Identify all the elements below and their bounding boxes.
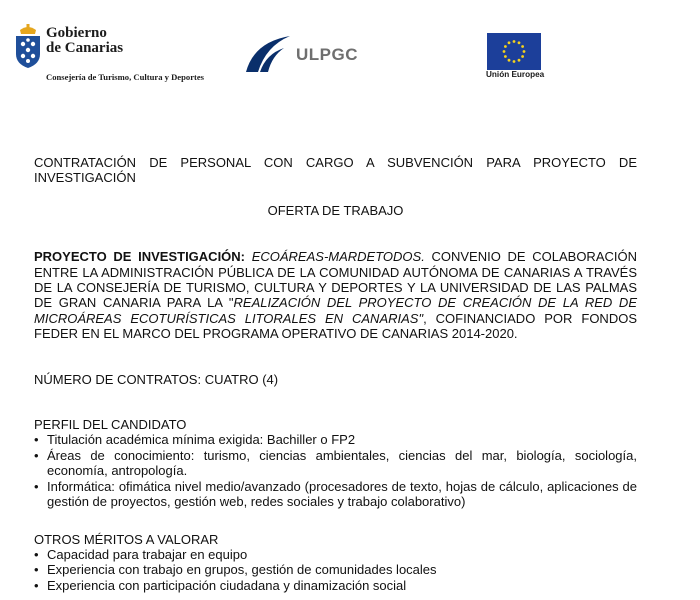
document-heading: CONTRATACIÓN DE PERSONAL CON CARGO A SUBVENCIÓN PARA PROYECTO DE INVESTIGACIÓN [34,155,637,186]
merits-title: OTROS MÉRITOS A VALORAR [34,531,219,547]
project-title: REALIZACIÓN DEL PROYECTO DE CREACIÓN DE LA RED DE MICROÁREAS ECOTURÍSTICAS LITORALES EN CANARIAS" [34,295,637,326]
gobierno-name: Gobierno de Canarias [46,25,124,56]
ulpgc-swoosh-icon [244,34,292,74]
project-text-1: CONVENIO DE COLABORACIÓN ENTRE LA ADMINISTRACIÓN PÚBLICA DE LA COMUNIDAD AUTÓNOMA DE CANARIAS A TRAVÉS DE LA CONSEJERÍA DE TURISMO, CULTURA Y DEPORTES Y LA UNIVERSIDAD DE LAS PALMAS DE GRAN CANARIA PARA LA " [34,249,637,311]
document-body [34,155,637,593]
ulpgc-wordmark: ULPGC [296,45,358,64]
contracts-number: NÚMERO DE CONTRATOS: CUATRO (4) [34,371,279,387]
list-item: • Titulación académica mínima exigida: Bachiller o FP2 [34,432,637,447]
list-item: • Capacidad para trabajar en equipo [34,547,637,562]
list-item: • Áreas de conocimiento: turismo, ciencias ambientales, ciencias del mar, biología, sociología, economía, antropología. [34,448,637,479]
profile-title: PERFIL DEL CANDIDATO [34,417,187,433]
profile-list [34,432,637,509]
project-paragraph [34,249,637,341]
list-item: • Informática: ofimática nivel medio/avanzado (procesadores de texto, hojas de cálculo, aplicaciones de gestión de proyectos, gestión web, redes sociales y trabajo colaborativo) [34,479,637,510]
eu-label: Unión Europea [486,70,545,79]
project-name: ECOÁREAS-MARDETODOS. [251,249,425,265]
canarias-shield-icon [14,24,42,68]
project-text-2: , COFINANCIADO POR FONDOS FEDER EN EL MARCO DEL PROGRAMA OPERATIVO DE CANARIAS 2014-2020. [34,310,637,342]
document-header [0,0,700,100]
gobierno-de-canarias-logo [14,20,244,90]
list-item: • Experiencia con participación ciudadana y dinamización social [34,578,637,593]
union-europea-logo [486,33,546,83]
gobierno-subtitle: Consejería de Turismo, Cultura y Deportes [46,72,205,82]
eu-flag-icon [487,33,541,70]
offer-title: OFERTA DE TRABAJO [267,202,404,218]
ulpgc-logo [244,34,374,74]
merits-list [34,547,637,593]
list-item: • Experiencia con trabajo en grupos, gestión de comunidades locales [34,562,637,577]
project-label: PROYECTO DE INVESTIGACIÓN: [34,249,246,265]
